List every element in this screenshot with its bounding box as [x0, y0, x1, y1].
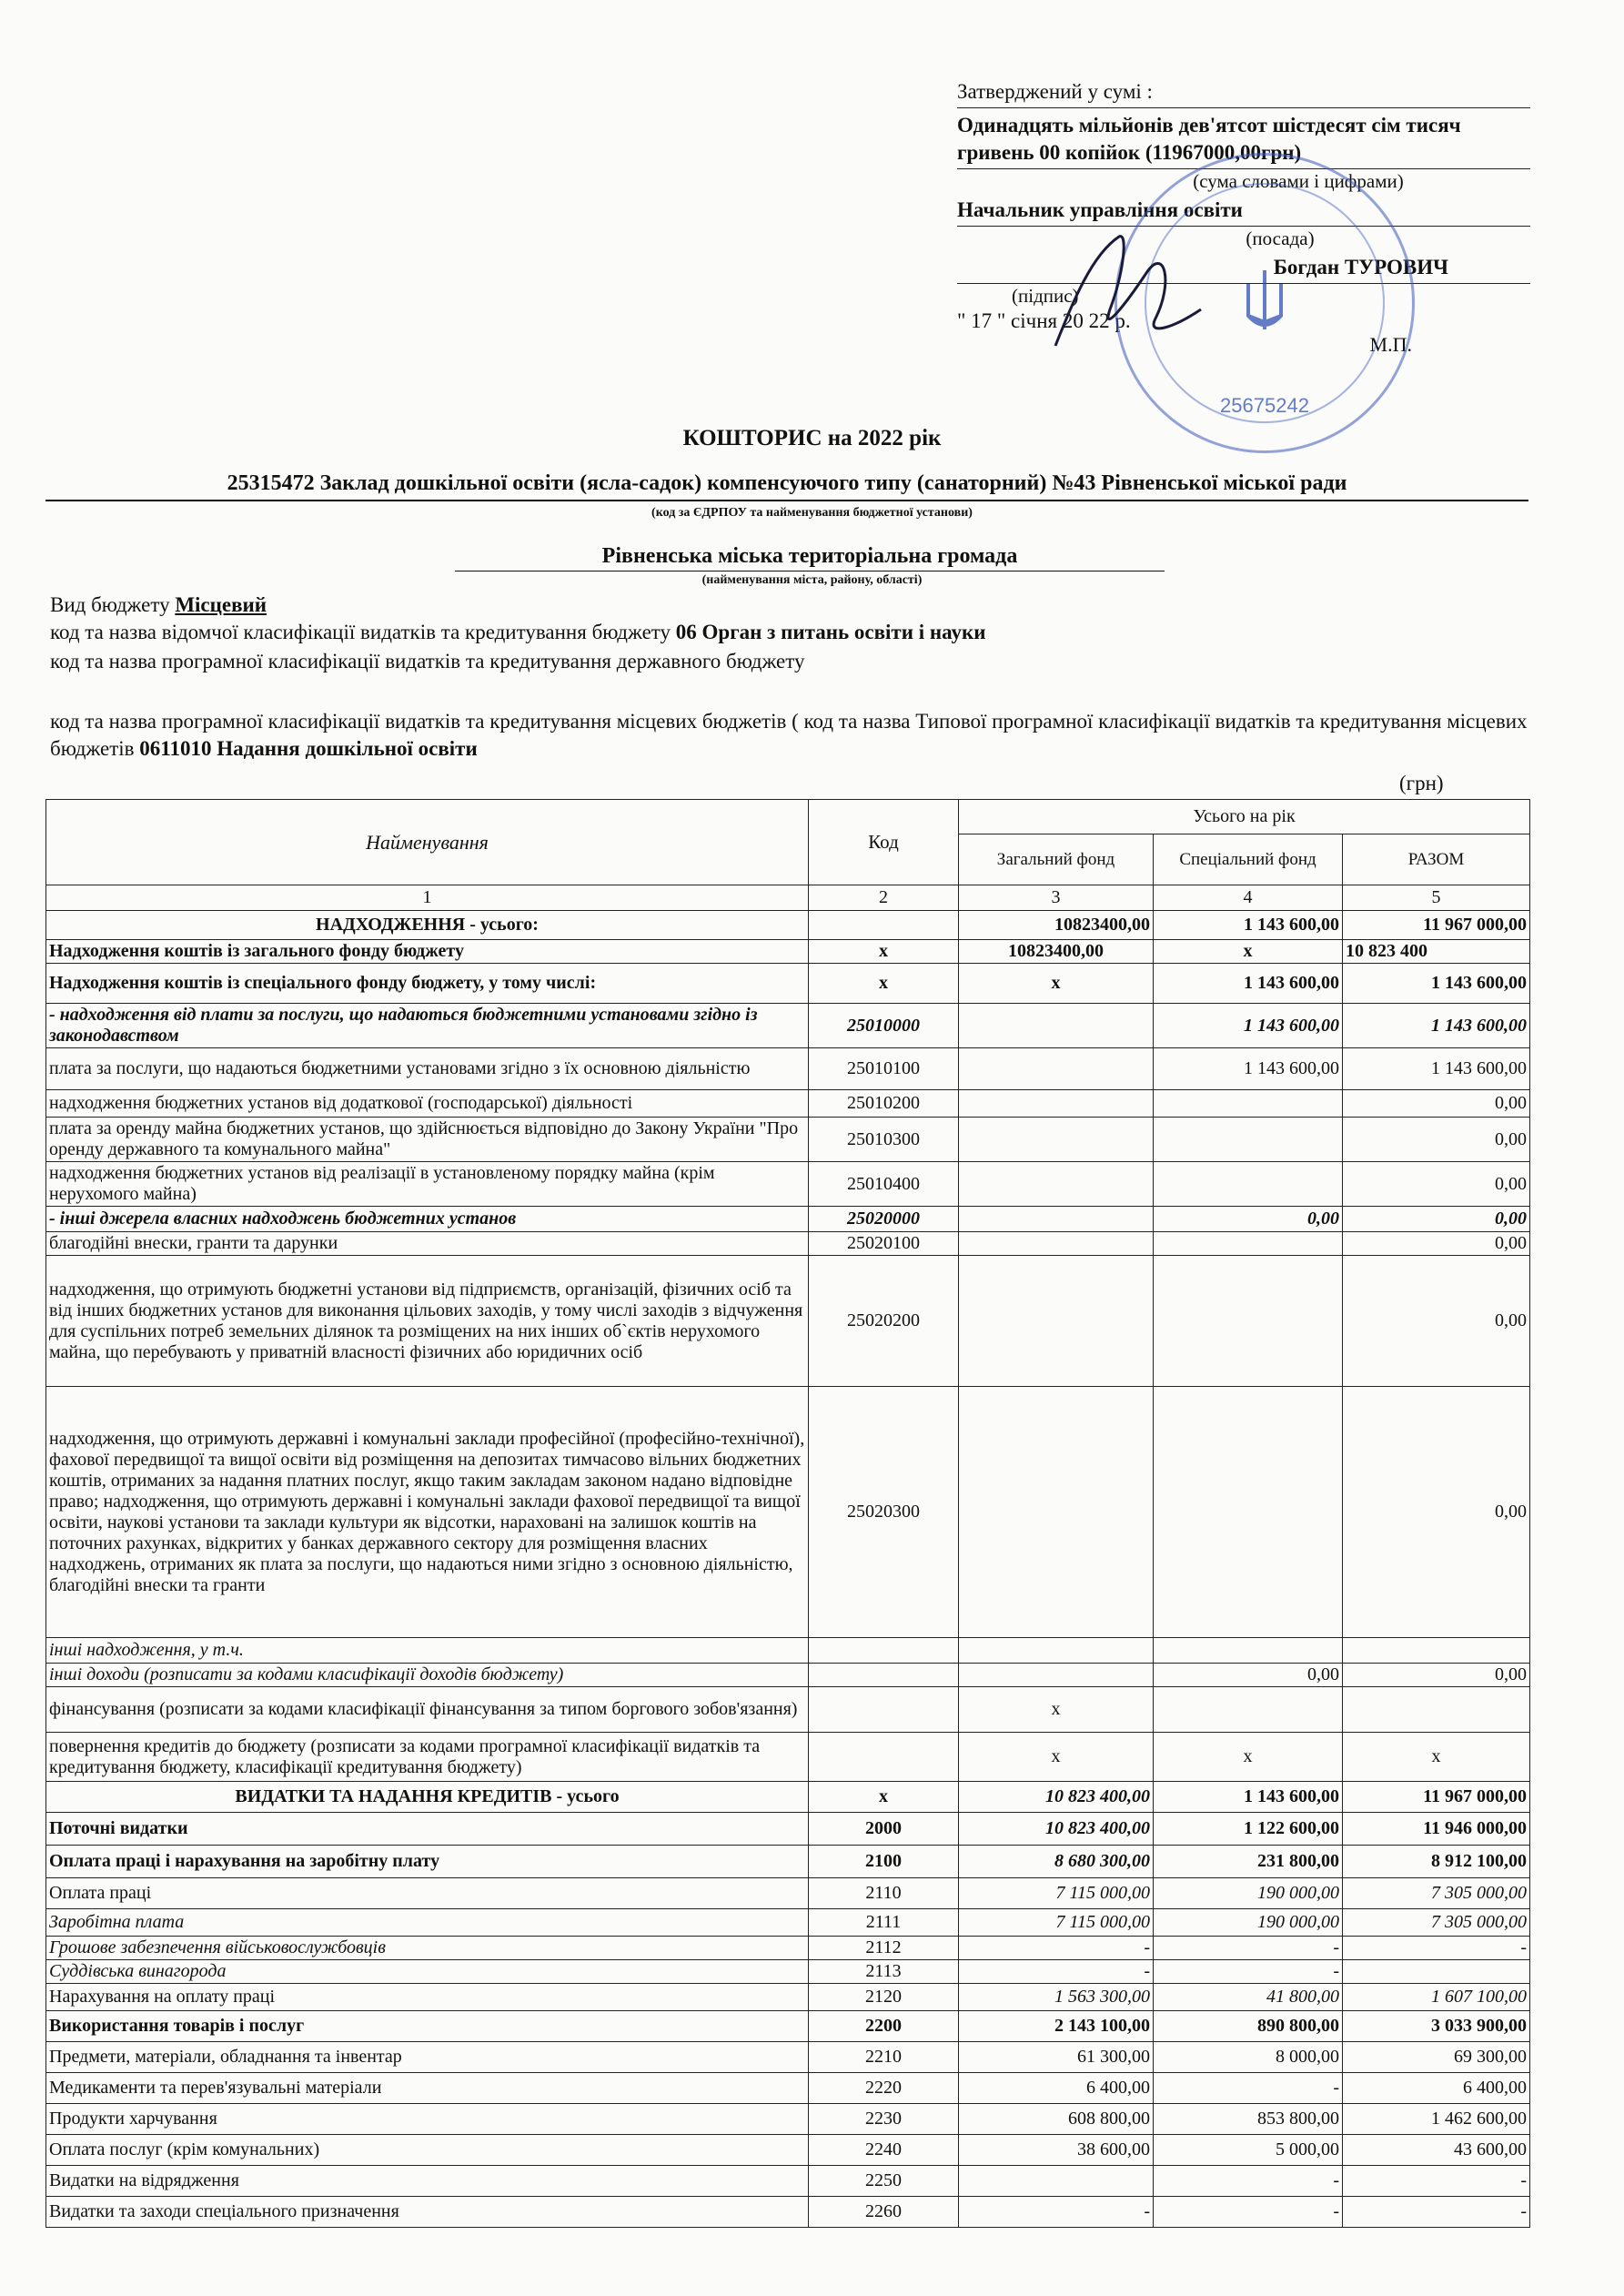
- cell-total: 11 946 000,00: [1343, 1813, 1530, 1846]
- table-row: [46, 1687, 1530, 1733]
- table-row: [46, 911, 1530, 940]
- cell-name: Надходження коштів із спеціального фонду бюджету, у тому числі:: [46, 964, 809, 1004]
- cell-code: 25010200: [809, 1090, 959, 1118]
- cell-general: [959, 1232, 1154, 1256]
- cell-general: 7 115 000,00: [959, 1878, 1154, 1909]
- table-row: [46, 1813, 1530, 1846]
- cell-special: -: [1154, 2197, 1343, 2228]
- territory-caption: (найменування міста, району, області): [701, 573, 923, 587]
- cell-special: 1 143 600,00: [1154, 1004, 1343, 1048]
- cell-total: 11 967 000,00: [1343, 1782, 1530, 1813]
- cell-code: 2240: [809, 2135, 959, 2166]
- cell-name: Оплата праці: [46, 1878, 809, 1909]
- cell-total: 1 143 600,00: [1343, 1048, 1530, 1090]
- cell-general: -: [959, 2197, 1154, 2228]
- document-title: КОШТОРИС на 2022 рік: [682, 426, 942, 450]
- amount-words: Одинадцять мільйонів дев'ятсот шістдесят сім тисяч гривень 00 копійок (11967000,00грн): [957, 108, 1530, 169]
- institution-caption: (код за ЄДРПОУ та найменування бюджетної установи): [651, 506, 973, 520]
- cell-total: -: [1343, 2166, 1530, 2197]
- dept-class-value: 06 Орган з питань освіти і науки: [675, 621, 986, 643]
- cell-general: -: [959, 1937, 1154, 1960]
- cell-total: 69 300,00: [1343, 2042, 1530, 2073]
- cell-total: [1343, 1638, 1530, 1664]
- cell-total: [1343, 1960, 1530, 1984]
- cell-code: 2000: [809, 1813, 959, 1846]
- header-general: Загальний фонд: [959, 834, 1154, 885]
- table-row: [46, 2197, 1530, 2228]
- cell-special: [1154, 1090, 1343, 1118]
- position-caption: (посада): [1246, 228, 1315, 249]
- table-row: [46, 2011, 1530, 2042]
- header-name: Найменування: [46, 800, 809, 885]
- cell-special: 0,00: [1154, 1664, 1343, 1687]
- cell-special: 190 000,00: [1154, 1878, 1343, 1909]
- cell-code: 2250: [809, 2166, 959, 2197]
- cell-general: 2 143 100,00: [959, 2011, 1154, 2042]
- table-row: [46, 1118, 1530, 1162]
- cell-total: 1 462 600,00: [1343, 2104, 1530, 2135]
- cell-name: надходження бюджетних установ від реалізації в установленому порядку майна (крім нерухомого майна): [46, 1162, 809, 1207]
- cell-total: x: [1343, 1733, 1530, 1782]
- table-row: [46, 1664, 1530, 1687]
- cell-special: [1154, 1118, 1343, 1162]
- cell-special: [1154, 1387, 1343, 1638]
- cell-general: 38 600,00: [959, 2135, 1154, 2166]
- cell-total: -: [1343, 2197, 1530, 2228]
- cell-total: 8 912 100,00: [1343, 1846, 1530, 1878]
- cell-name: НАДХОДЖЕННЯ - усього:: [46, 911, 809, 940]
- cell-code: 2220: [809, 2073, 959, 2104]
- cell-special: -: [1154, 1960, 1343, 1984]
- cell-name: надходження бюджетних установ від додаткової (господарської) діяльності: [46, 1090, 809, 1118]
- cell-name: Предмети, матеріали, обладнання та інвентар: [46, 2042, 809, 2073]
- stamp-code: 25675242: [1220, 394, 1309, 417]
- cell-general: [959, 1090, 1154, 1118]
- table-row: [46, 1048, 1530, 1090]
- col-number-4: 4: [1154, 885, 1343, 911]
- cell-special: 853 800,00: [1154, 2104, 1343, 2135]
- cell-name: Видатки та заходи спеціального призначення: [46, 2197, 809, 2228]
- cell-special: 1 143 600,00: [1154, 911, 1343, 940]
- budget-table: [45, 799, 1530, 2228]
- cell-code: 25020200: [809, 1256, 959, 1387]
- cell-total: 0,00: [1343, 1256, 1530, 1387]
- table-row: [46, 2104, 1530, 2135]
- dept-class-label: код та назва відомчої класифікації видатків та кредитування бюджету: [50, 621, 671, 643]
- cell-code: 2200: [809, 2011, 959, 2042]
- cell-code: [809, 1733, 959, 1782]
- cell-name: повернення кредитів до бюджету (розписати за кодами програмної класифікації видатків та кредитування бюджету, класифікації кредитування бюджету): [46, 1733, 809, 1782]
- cell-special: 231 800,00: [1154, 1846, 1343, 1878]
- mp-label: М.П.: [1369, 333, 1412, 356]
- cell-general: [959, 1048, 1154, 1090]
- cell-name: надходження, що отримують бюджетні установи від підприємств, організацій, фізичних осіб та від інших бюджетних установ для виконання цільових заходів, у тому числі заходів з відчуження для суспільних потреб земельних ділянок та розміщених на них інших об`єктів нерухомого майна, що перебувають у приватній власності фізичних або юридичних осіб: [46, 1256, 809, 1387]
- cell-name: Суддівська винагорода: [46, 1960, 809, 1984]
- cell-total: 1 607 100,00: [1343, 1984, 1530, 2011]
- cell-code: [809, 911, 959, 940]
- cell-total: -: [1343, 1937, 1530, 1960]
- cell-special: 1 143 600,00: [1154, 964, 1343, 1004]
- cell-special: -: [1154, 2073, 1343, 2104]
- cell-code: 2100: [809, 1846, 959, 1878]
- cell-general: [959, 1638, 1154, 1664]
- cell-general: 10 823 400,00: [959, 1782, 1154, 1813]
- header-total-year: Усього на рік: [959, 800, 1530, 834]
- cell-name: - інші джерела власних надходжень бюджетних установ: [46, 1207, 809, 1232]
- table-row: [46, 1733, 1530, 1782]
- table-row: [46, 1909, 1530, 1937]
- table-row: [46, 1846, 1530, 1878]
- cell-special: 1 122 600,00: [1154, 1813, 1343, 1846]
- cell-code: 25020000: [809, 1207, 959, 1232]
- cell-general: 10823400,00: [959, 940, 1154, 964]
- cell-general: 7 115 000,00: [959, 1909, 1154, 1937]
- table-row: [46, 1878, 1530, 1909]
- cell-name: Використання товарів і послуг: [46, 2011, 809, 2042]
- cell-special: 890 800,00: [1154, 2011, 1343, 2042]
- state-prog-line: код та назва програмної класифікації видатків та кредитування державного бюджету: [50, 650, 805, 673]
- cell-special: [1154, 1256, 1343, 1387]
- cell-special: 8 000,00: [1154, 2042, 1343, 2073]
- table-row: [46, 1232, 1530, 1256]
- cell-special: -: [1154, 2166, 1343, 2197]
- territory-name: Рівненська міська територіальна громада: [455, 544, 1165, 571]
- cell-name: Грошове забезпечення військовослужбовців: [46, 1937, 809, 1960]
- cell-special: 41 800,00: [1154, 1984, 1343, 2011]
- cell-code: 2112: [809, 1937, 959, 1960]
- table-row: [46, 1984, 1530, 2011]
- cell-name: ВИДАТКИ ТА НАДАННЯ КРЕДИТІВ - усього: [46, 1782, 809, 1813]
- cell-special: x: [1154, 940, 1343, 964]
- cell-total: 7 305 000,00: [1343, 1909, 1530, 1937]
- cell-general: 1 563 300,00: [959, 1984, 1154, 2011]
- cell-general: [959, 1118, 1154, 1162]
- cell-general: 8 680 300,00: [959, 1846, 1154, 1878]
- cell-general: -: [959, 1960, 1154, 1984]
- cell-special: [1154, 1687, 1343, 1733]
- cell-name: плата за оренду майна бюджетних установ, що здійснюється відповідно до Закону України "Про оренду державного та комунального майна": [46, 1118, 809, 1162]
- cell-special: x: [1154, 1733, 1343, 1782]
- cell-total: 0,00: [1343, 1090, 1530, 1118]
- header-code: Код: [809, 800, 959, 885]
- cell-special: [1154, 1232, 1343, 1256]
- cell-total: 1 143 600,00: [1343, 964, 1530, 1004]
- col-number-2: 2: [809, 885, 959, 911]
- cell-special: 0,00: [1154, 1207, 1343, 1232]
- cell-total: 0,00: [1343, 1664, 1530, 1687]
- cell-name: Поточні видатки: [46, 1813, 809, 1846]
- signature-icon: [1037, 218, 1219, 364]
- table-row: [46, 1162, 1530, 1207]
- table-row: [46, 1256, 1530, 1387]
- budget-type-label: Вид бюджету: [50, 593, 170, 616]
- cell-name: Оплата праці і нарахування на заробітну плату: [46, 1846, 809, 1878]
- cell-code: 25010000: [809, 1004, 959, 1048]
- cell-total: 0,00: [1343, 1118, 1530, 1162]
- cell-code: 25020100: [809, 1232, 959, 1256]
- cell-code: [809, 1638, 959, 1664]
- table-row: [46, 940, 1530, 964]
- cell-special: 1 143 600,00: [1154, 1782, 1343, 1813]
- col-number-1: 1: [46, 885, 809, 911]
- institution-name: 25315472 Заклад дошкільної освіти (ясла-садок) компенсуючого типу (санаторний) №43 Рівненської міської ради: [45, 471, 1528, 501]
- table-row: [46, 1090, 1530, 1118]
- cell-general: x: [959, 1733, 1154, 1782]
- cell-name: інші надходження, у т.ч.: [46, 1638, 809, 1664]
- cell-general: [959, 1207, 1154, 1232]
- cell-general: [959, 1387, 1154, 1638]
- cell-code: 2210: [809, 2042, 959, 2073]
- cell-special: [1154, 1638, 1343, 1664]
- cell-code: 25010300: [809, 1118, 959, 1162]
- cell-code: 2260: [809, 2197, 959, 2228]
- table-row: [46, 2042, 1530, 2073]
- cell-general: 10 823 400,00: [959, 1813, 1154, 1846]
- cell-special: 1 143 600,00: [1154, 1048, 1343, 1090]
- cell-total: 0,00: [1343, 1207, 1530, 1232]
- local-prog-value: 0611010 Надання дошкільної освіти: [139, 737, 478, 760]
- cell-general: [959, 1162, 1154, 1207]
- cell-general: x: [959, 1687, 1154, 1733]
- cell-general: [959, 2166, 1154, 2197]
- cell-name: - надходження від плати за послуги, що надаються бюджетними установами згідно із законодавством: [46, 1004, 809, 1048]
- cell-name: Заробітна плата: [46, 1909, 809, 1937]
- col-number-3: 3: [959, 885, 1154, 911]
- table-row: [46, 1937, 1530, 1960]
- cell-name: плата за послуги, що надаються бюджетними установами згідно з їх основною діяльністю: [46, 1048, 809, 1090]
- amount-caption: (сума словами і цифрами): [1193, 170, 1404, 192]
- header-total: РАЗОМ: [1343, 834, 1530, 885]
- cell-special: 190 000,00: [1154, 1909, 1343, 1937]
- cell-name: Нарахування на оплату праці: [46, 1984, 809, 2011]
- cell-special: [1154, 1162, 1343, 1207]
- dept-class-line: [50, 619, 1551, 646]
- cell-code: 2120: [809, 1984, 959, 2011]
- cell-code: 2113: [809, 1960, 959, 1984]
- unit-label: (грн): [1399, 772, 1444, 794]
- table-row: [46, 2166, 1530, 2197]
- budget-type-line: [50, 592, 1551, 619]
- table-body: [46, 911, 1530, 2228]
- cell-total: 3 033 900,00: [1343, 2011, 1530, 2042]
- cell-total: 10 823 400: [1343, 940, 1530, 964]
- cell-general: x: [959, 964, 1154, 1004]
- cell-total: 7 305 000,00: [1343, 1878, 1530, 1909]
- cell-total: [1343, 1687, 1530, 1733]
- table-row: [46, 1638, 1530, 1664]
- cell-name: Видатки на відрядження: [46, 2166, 809, 2197]
- cell-total: 0,00: [1343, 1387, 1530, 1638]
- cell-general: 6 400,00: [959, 2073, 1154, 2104]
- table-row: [46, 1387, 1530, 1638]
- header-special: Спеціальний фонд: [1154, 834, 1343, 885]
- local-prog-label: код та назва програмної класифікації видатків та кредитування місцевих бюджетів ( код та назва Типової програмної класифікації видатків та кредитування місцевих бюджетів: [50, 710, 1528, 760]
- cell-special: 5 000,00: [1154, 2135, 1343, 2166]
- cell-name: Медикаменти та перев'язувальні матеріали: [46, 2073, 809, 2104]
- table-row: [46, 2073, 1530, 2104]
- cell-total: 0,00: [1343, 1162, 1530, 1207]
- approval-date: " 17 " січня 20 22 р.: [957, 309, 1131, 332]
- approver-position: Начальник управління освіти: [957, 193, 1530, 227]
- cell-total: 11 967 000,00: [1343, 911, 1530, 940]
- cell-name: Надходження коштів із загального фонду бюджету: [46, 940, 809, 964]
- cell-code: 25010400: [809, 1162, 959, 1207]
- cell-general: [959, 1004, 1154, 1048]
- cell-total: 43 600,00: [1343, 2135, 1530, 2166]
- signature-caption: (підпис): [1012, 285, 1079, 307]
- cell-total: 1 143 600,00: [1343, 1004, 1530, 1048]
- table-row: [46, 1782, 1530, 1813]
- cell-name: Продукти харчування: [46, 2104, 809, 2135]
- col-number-5: 5: [1343, 885, 1530, 911]
- cell-name: надходження, що отримують державні і комунальні заклади професійної (професійно-технічної), фахової передвищої та вищої освіти від розміщення на депозитах тимчасово вільних бюджетних коштів, отриманих за надання платних послуг, якщо таким закладам законом надано відповідне право; надходження, що отримують державні і комунальні заклади фахової передвищої та вищої освіти, наукові установи та заклади культури як відсотки, нараховані на залишок коштів на поточних рахунках, відкритих у банках державного сектору для розміщення власних надходжень, отриманих як плата за послуги, що надаються ними згідно з основною діяльністю, благодійні внески та гранти: [46, 1387, 809, 1638]
- cell-general: [959, 1256, 1154, 1387]
- cell-special: -: [1154, 1937, 1343, 1960]
- approved-label: Затверджений у сумі :: [957, 75, 1530, 108]
- table-row: [46, 2135, 1530, 2166]
- trident-icon: [1237, 266, 1292, 339]
- cell-name: фінансування (розписати за кодами класифікації фінансування за типом боргового зобов'язання): [46, 1687, 809, 1733]
- cell-name: благодійні внески, гранти та дарунки: [46, 1232, 809, 1256]
- table-row: [46, 1207, 1530, 1232]
- cell-code: 25020300: [809, 1387, 959, 1638]
- cell-general: [959, 1664, 1154, 1687]
- cell-code: x: [809, 940, 959, 964]
- budget-type-value: Місцевий: [175, 593, 267, 616]
- signer-name: Богдан ТУРОВИЧ: [957, 250, 1530, 284]
- cell-code: 2110: [809, 1878, 959, 1909]
- cell-name: Оплата послуг (крім комунальних): [46, 2135, 809, 2166]
- cell-general: 608 800,00: [959, 2104, 1154, 2135]
- cell-general: 61 300,00: [959, 2042, 1154, 2073]
- local-prog-line: [50, 708, 1551, 763]
- cell-total: 6 400,00: [1343, 2073, 1530, 2104]
- table-row: [46, 1960, 1530, 1984]
- cell-code: 2111: [809, 1909, 959, 1937]
- table-row: [46, 1004, 1530, 1048]
- cell-name: інші доходи (розписати за кодами класифікації доходів бюджету): [46, 1664, 809, 1687]
- cell-code: [809, 1664, 959, 1687]
- cell-total: 0,00: [1343, 1232, 1530, 1256]
- cell-code: [809, 1687, 959, 1733]
- cell-code: 25010100: [809, 1048, 959, 1090]
- cell-general: 10823400,00: [959, 911, 1154, 940]
- cell-code: x: [809, 1782, 959, 1813]
- cell-code: x: [809, 964, 959, 1004]
- table-row: [46, 964, 1530, 1004]
- cell-code: 2230: [809, 2104, 959, 2135]
